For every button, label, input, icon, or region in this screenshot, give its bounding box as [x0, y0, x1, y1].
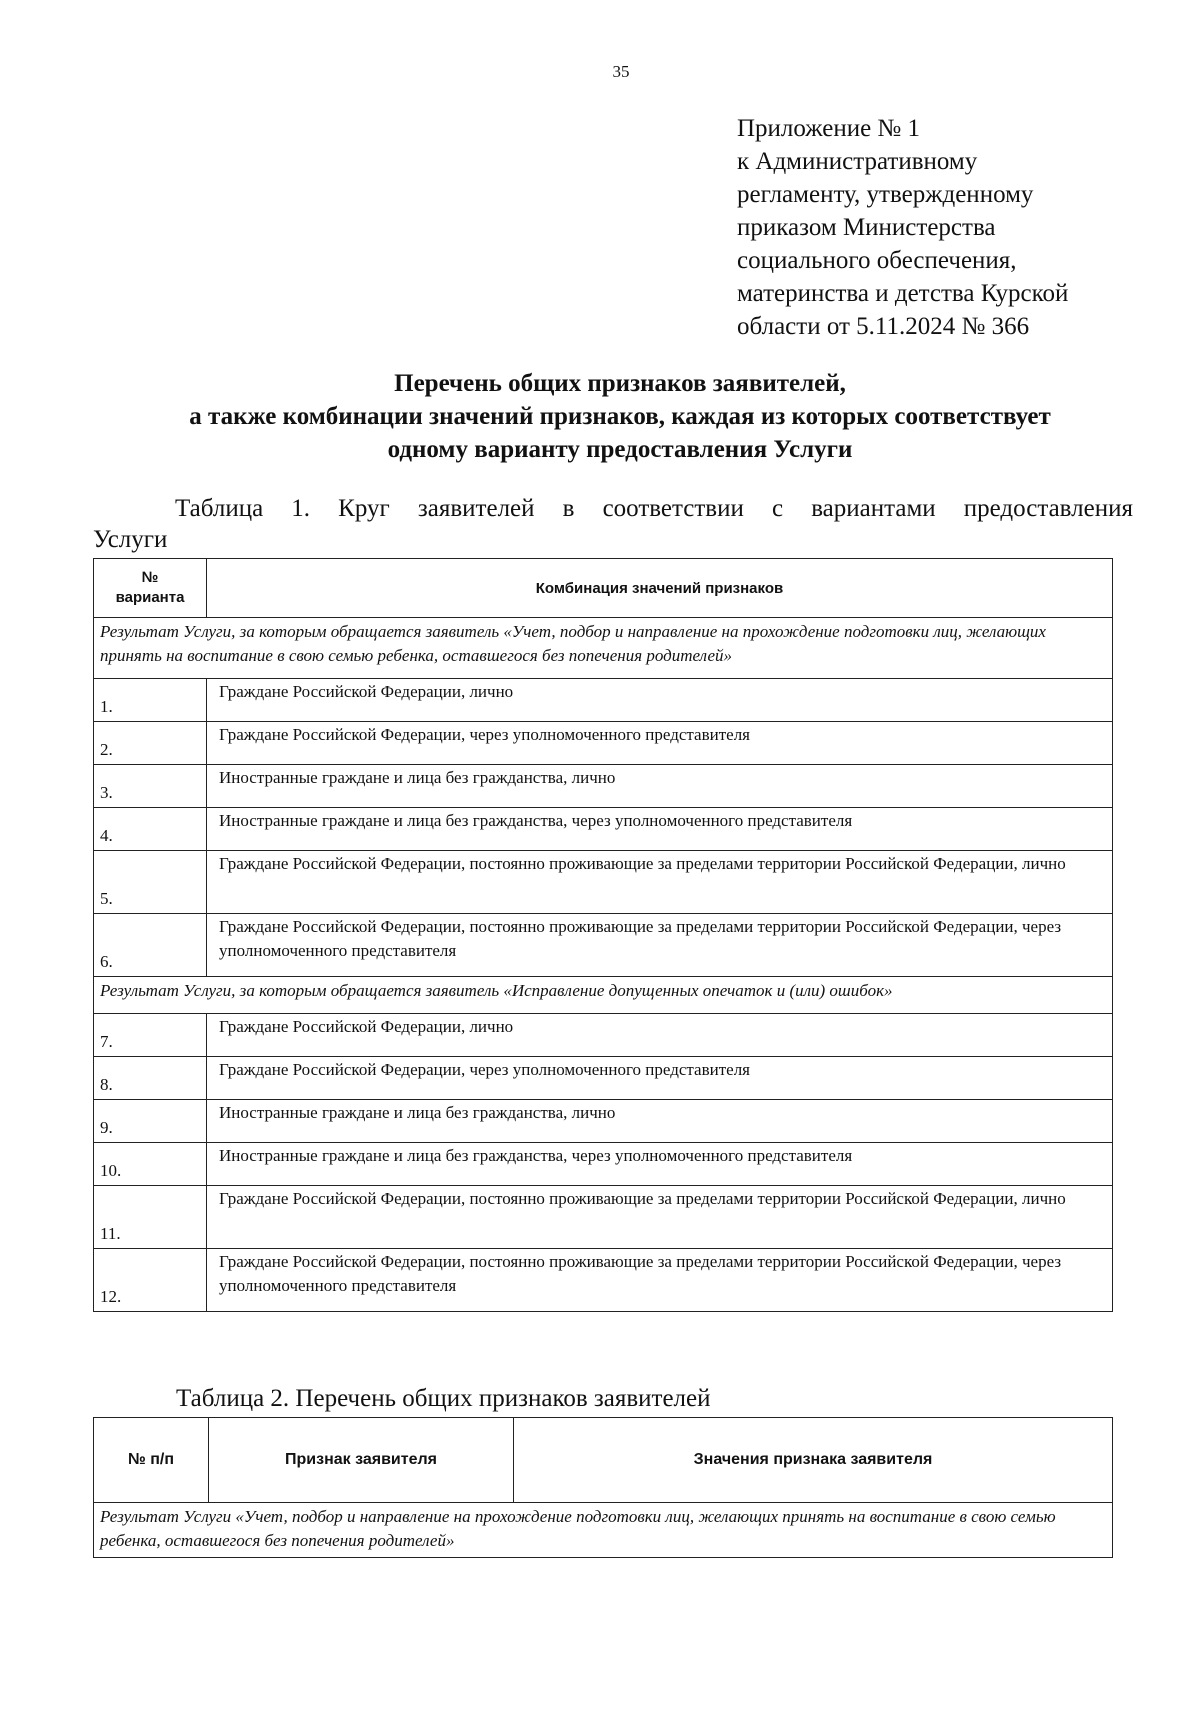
row-number: 3.: [94, 765, 207, 808]
section-text: Результат Услуги «Учет, подбор и направление на прохождение подготовки лиц, желающих принять на воспитание в свою семью ребенка, оставшегося без попечения родителей»: [94, 1503, 1113, 1558]
appendix-line: области от 5.11.2024 № 366: [737, 313, 1030, 340]
table-row: [94, 914, 1113, 977]
header-sign: Признак заявителя: [209, 1418, 514, 1503]
section-row: [94, 977, 1113, 1014]
table1-caption: [93, 492, 1133, 556]
header-combination: Комбинация значений признаков: [207, 559, 1113, 618]
row-number: 11.: [94, 1186, 207, 1249]
table1-caption-line1: Таблица 1. Круг заявителей в соответствии с вариантами предоставления: [175, 495, 1133, 522]
table-row: [94, 1100, 1113, 1143]
appendix-line: Приложение № 1: [737, 115, 921, 142]
row-text: Граждане Российской Федерации, через уполномоченного представителя: [207, 1057, 1113, 1100]
row-text: Граждане Российской Федерации, постоянно проживающие за пределами территории Российской Федерации, через уполномоченного представителя: [207, 1249, 1113, 1312]
header-num-label: варианта: [115, 589, 185, 606]
row-text: Иностранные граждане и лица без гражданства, через уполномоченного представителя: [207, 1143, 1113, 1186]
row-text: Иностранные граждане и лица без гражданства, через уполномоченного представителя: [207, 808, 1113, 851]
section-text: Результат Услуги, за которым обращается заявитель «Учет, подбор и направление на прохождение подготовки лиц, желающих принять на воспитание в свою семью ребенка, оставшегося без попечения родителей»: [94, 618, 1113, 679]
table-row: [94, 1143, 1113, 1186]
row-text: Граждане Российской Федерации, постоянно проживающие за пределами территории Российской Федерации, лично: [207, 851, 1113, 914]
row-number: 1.: [94, 679, 207, 722]
table-row: [94, 1249, 1113, 1312]
row-number: 10.: [94, 1143, 207, 1186]
row-number: 5.: [94, 851, 207, 914]
row-number: 6.: [94, 914, 207, 977]
page-number: 35: [612, 62, 630, 81]
appendix-block: [737, 112, 1177, 343]
section-row: [94, 1503, 1113, 1558]
section-row: [94, 618, 1113, 679]
table-row: [94, 679, 1113, 722]
row-number: 7.: [94, 1014, 207, 1057]
table-row: [94, 1014, 1113, 1057]
appendix-line: материнства и детства Курской: [737, 280, 1069, 307]
table-row: [94, 765, 1113, 808]
row-number: 9.: [94, 1100, 207, 1143]
appendix-line: к Административному: [737, 148, 978, 175]
appendix-line: регламенту, утвержденному: [737, 181, 1034, 208]
row-text: Иностранные граждане и лица без гражданства, лично: [207, 765, 1113, 808]
header-variant-number: [94, 559, 207, 618]
row-text: Граждане Российской Федерации, лично: [207, 1014, 1113, 1057]
section-text: Результат Услуги, за которым обращается заявитель «Исправление допущенных опечаток и (или) ошибок»: [94, 977, 1113, 1014]
row-number: 12.: [94, 1249, 207, 1312]
header-values: Значения признака заявителя: [514, 1418, 1113, 1503]
table-row: [94, 851, 1113, 914]
header-num-symbol: №: [141, 569, 159, 586]
row-text: Граждане Российской Федерации, через уполномоченного представителя: [207, 722, 1113, 765]
row-text: Граждане Российской Федерации, постоянно проживающие за пределами территории Российской Федерации, лично: [207, 1186, 1113, 1249]
row-text: Иностранные граждане и лица без гражданства, лично: [207, 1100, 1113, 1143]
row-text: Граждане Российской Федерации, лично: [207, 679, 1113, 722]
table2-caption: Таблица 2. Перечень общих признаков заявителей: [176, 1385, 711, 1412]
header-number: № п/п: [94, 1418, 209, 1503]
table-row: [94, 722, 1113, 765]
row-text: Граждане Российской Федерации, постоянно проживающие за пределами территории Российской Федерации, через уполномоченного представителя: [207, 914, 1113, 977]
appendix-line: приказом Министерства: [737, 214, 996, 241]
row-number: 4.: [94, 808, 207, 851]
row-number: 2.: [94, 722, 207, 765]
title-line: а также комбинации значений признаков, каждая из которых соответствует: [189, 403, 1051, 430]
title-line: одному варианту предоставления Услуги: [387, 436, 853, 463]
applicant-signs-table: [93, 1417, 1113, 1558]
row-number: 8.: [94, 1057, 207, 1100]
table-header-row: [94, 1418, 1113, 1503]
title-line: Перечень общих признаков заявителей,: [394, 370, 846, 397]
table-row: [94, 808, 1113, 851]
document-title: [90, 367, 1150, 466]
table-row: [94, 1057, 1113, 1100]
applicants-table: [93, 558, 1113, 1312]
table-header-row: [94, 559, 1113, 618]
appendix-line: социального обеспечения,: [737, 247, 1017, 274]
table-row: [94, 1186, 1113, 1249]
table1-caption-line2: Услуги: [93, 526, 168, 553]
